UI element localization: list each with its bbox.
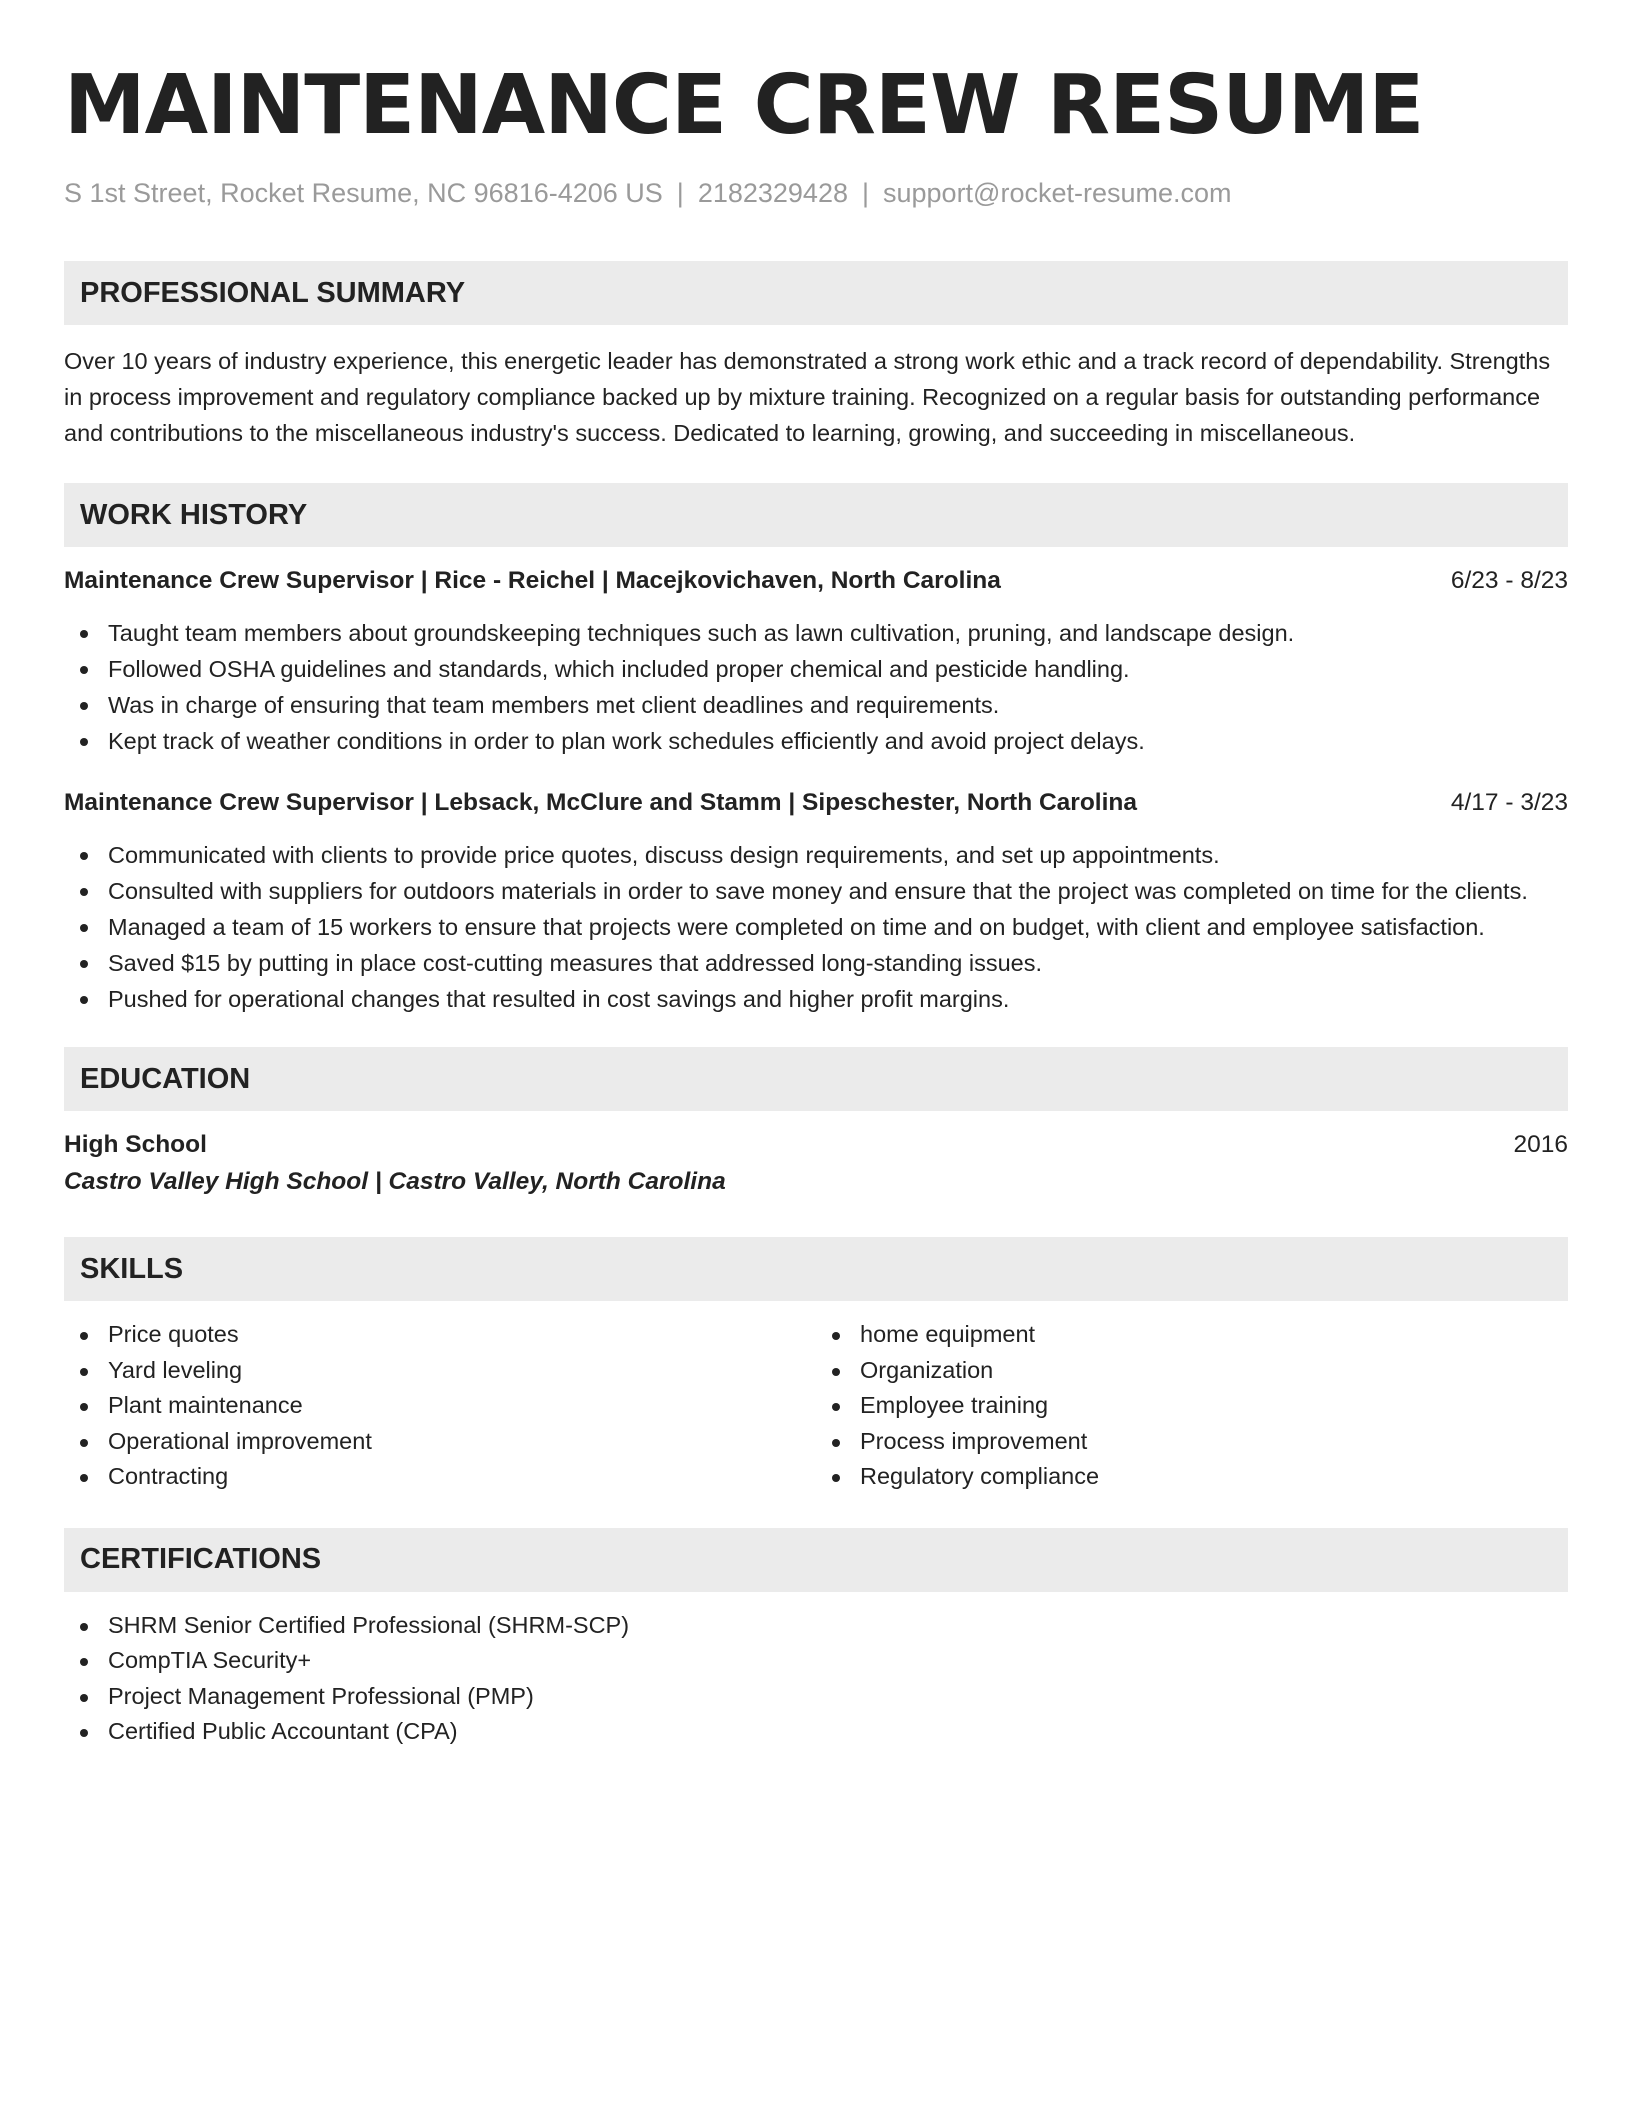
section-heading: WORK HISTORY [80, 498, 308, 531]
section-header-education [64, 1047, 1568, 1111]
job-bullet: Was in charge of ensuring that team members met client deadlines and requirements. [64, 687, 1568, 723]
job-bullet: Followed OSHA guidelines and standards, which included proper chemical and pesticide handling. [64, 651, 1568, 687]
job-dates: 4/17 - 3/23 [1450, 789, 1568, 816]
job-entry [64, 563, 1568, 759]
skill-item: Yard leveling [64, 1353, 816, 1389]
section-heading: CERTIFICATIONS [80, 1543, 322, 1575]
education-header [64, 1127, 1568, 1163]
contact-email: support@rocket-resume.com [883, 178, 1232, 208]
summary-text: Over 10 years of industry experience, this energetic leader has demonstrated a strong work ethic and a track record of dependability. Strengths in process improvement and regulatory compliance backed up by mixture training. Recognized on a regular basis for outstanding performance and contributions to the miscellaneous industry's success. Dedicated to learning, growing, and succeeding in miscellaneous. [64, 348, 1551, 446]
job-header [64, 785, 1568, 821]
skills-column-right [816, 1317, 1568, 1495]
skill-item: Plant maintenance [64, 1388, 816, 1424]
resume-title: MAINTENANCE CREW RESUME [64, 58, 1424, 153]
skill-item: Contracting [64, 1459, 816, 1495]
section-heading: EDUCATION [80, 1062, 251, 1095]
skill-item: Employee training [816, 1388, 1568, 1424]
skills-column-left [64, 1317, 816, 1495]
contact-separator: | [861, 178, 869, 208]
skill-item: Organization [816, 1353, 1568, 1389]
skill-item: Regulatory compliance [816, 1459, 1568, 1495]
contact-phone: 2182329428 [697, 178, 848, 208]
job-dates: 6/23 - 8/23 [1450, 567, 1568, 594]
skills-grid [64, 1317, 1568, 1495]
skill-item: Operational improvement [64, 1424, 816, 1460]
contact-separator: | [676, 178, 684, 208]
section-heading: SKILLS [80, 1252, 184, 1285]
job-bullet: Saved $15 by putting in place cost-cutting measures that addressed long-standing issues. [64, 945, 1568, 981]
job-bullets [64, 615, 1568, 759]
section-header-work-history [64, 483, 1568, 547]
skill-item: home equipment [816, 1317, 1568, 1353]
skill-item: Process improvement [816, 1424, 1568, 1460]
education-degree: High School [64, 1131, 207, 1158]
job-bullet: Kept track of weather conditions in order to plan work schedules efficiently and avoid project delays. [64, 723, 1568, 759]
certifications-list [64, 1608, 1568, 1750]
contact-address: S 1st Street, Rocket Resume, NC 96816-4206 US [64, 178, 663, 208]
section-heading: PROFESSIONAL SUMMARY [80, 276, 466, 309]
job-entry [64, 785, 1568, 1017]
section-header-summary [64, 261, 1568, 325]
certification-item: Project Management Professional (PMP) [64, 1679, 1568, 1715]
education-year: 2016 [1513, 1131, 1568, 1158]
education-school: Castro Valley High School | Castro Valley, North Carolina [64, 1168, 726, 1195]
contact-line [64, 176, 1568, 210]
job-bullet: Taught team members about groundskeeping techniques such as lawn cultivation, pruning, and landscape design. [64, 615, 1568, 651]
skill-item: Price quotes [64, 1317, 816, 1353]
job-bullet: Communicated with clients to provide price quotes, discuss design requirements, and set up appointments. [64, 837, 1568, 873]
certification-bullets [64, 1608, 1568, 1750]
job-bullet: Managed a team of 15 workers to ensure that projects were completed on time and on budget, with client and employee satisfaction. [64, 909, 1568, 945]
job-bullets [64, 837, 1568, 1017]
certification-item: SHRM Senior Certified Professional (SHRM-SCP) [64, 1608, 1568, 1644]
certification-item: CompTIA Security+ [64, 1643, 1568, 1679]
job-title-line: Maintenance Crew Supervisor | Rice - Reichel | Macejkovichaven, North Carolina [64, 567, 1001, 594]
section-header-certifications [64, 1528, 1568, 1592]
section-header-skills [64, 1237, 1568, 1301]
certification-item: Certified Public Accountant (CPA) [64, 1714, 1568, 1750]
job-bullet: Pushed for operational changes that resulted in cost savings and higher profit margins. [64, 981, 1568, 1017]
job-header [64, 563, 1568, 599]
job-title-line: Maintenance Crew Supervisor | Lebsack, McClure and Stamm | Sipeschester, North Carolina [64, 789, 1137, 816]
job-bullet: Consulted with suppliers for outdoors materials in order to save money and ensure that the project was completed on time for the clients. [64, 873, 1568, 909]
